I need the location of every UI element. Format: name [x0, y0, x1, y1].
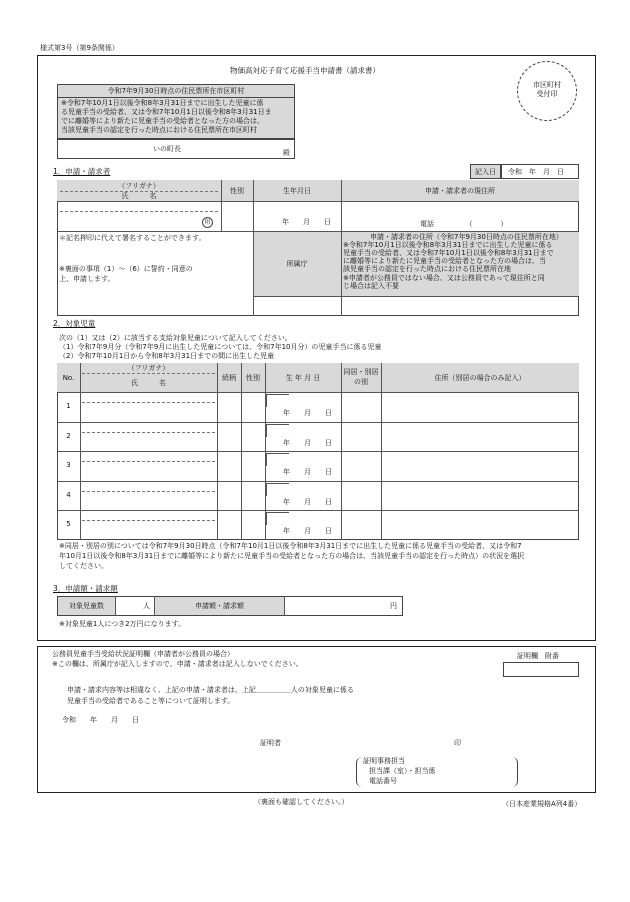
col-address: 住所（別居の場合のみ記入） — [434, 374, 526, 382]
amount-unit: 円 — [390, 602, 397, 610]
era-select-box[interactable] — [266, 394, 289, 407]
form-title: 物価高対応子育て応援手当申請書（請求書） — [230, 66, 380, 75]
residence-body-4: 当該児童手当の認定を行った時点における住民票所在市区町村 — [61, 126, 257, 134]
footer-right: （日本産業規格A列4番） — [502, 800, 582, 808]
contact-bracket — [356, 757, 518, 787]
addressee-box — [57, 139, 295, 159]
contact-line3: 電話番号 — [369, 777, 397, 785]
row-number: 1 — [66, 402, 71, 410]
form-number: 様式第3号（第9条関係） — [40, 44, 119, 52]
era-select-box[interactable] — [266, 424, 289, 437]
affil-note-7: じ場合は記入不要 — [343, 282, 399, 290]
seal-mark: 印 — [202, 217, 213, 228]
affiliation-note-box — [342, 232, 579, 296]
reception-stamp-circle — [517, 61, 577, 121]
honorific: 殿 — [283, 149, 290, 157]
affil-note-5: 該児童手当の認定を行った時点における住民票所在地 — [343, 265, 511, 273]
affil-note-6: ※申請者が公務員ではない場合、又は公務員であって現住所と同 — [343, 274, 545, 282]
section3-heading: 3．申請額・請求額 — [53, 584, 118, 593]
col-relation: 続柄 — [222, 374, 236, 382]
amount-label: 申請額・請求額 — [195, 602, 244, 610]
date-label-cell — [470, 164, 501, 179]
certificate-body-2: 児童手当の受給者であること等について証明します。 — [67, 697, 235, 705]
amount-label-cell — [155, 597, 284, 615]
row-birthdate[interactable]: 年 月 日 — [283, 409, 332, 417]
applicant-address-label: 申請・請求者の現住所 — [425, 187, 495, 195]
certificate-body-1: 申請・請求内容等は相違なく、上記の申請・請求者は、上記＿＿＿＿＿人の対象児童に係る — [67, 686, 354, 694]
stamp-line2: 受付印 — [536, 90, 558, 98]
row-number: 4 — [66, 490, 71, 499]
affiliation-label: 所属庁 — [286, 260, 308, 268]
era-select-box[interactable] — [266, 453, 289, 466]
col-sex: 性別 — [246, 374, 260, 382]
agree-note-1: ※裏面の事項（1）～（6）に誓約・同意の — [59, 265, 193, 273]
section2-footnote-1: ※同居・別居の別については令和7年9月30日時点（令和7年10月1日以後令和8年3月31日までに出生した児童に係る児童手当の受給者、又は令和7 — [59, 542, 522, 550]
applicant-sex-label: 性別 — [230, 187, 244, 195]
contact-line2: 担当課（室）・担当係 — [369, 767, 436, 775]
era-select-box[interactable] — [266, 512, 289, 525]
row-birthdate[interactable]: 年 月 日 — [283, 438, 332, 447]
section2-footnote-2: 年10月1日以後令和8年3月31日までに離婚等により新たに児童手当の受給者となった方の場合は、当該児童手当の認定を行った時点）の状況を選択 — [59, 552, 525, 560]
certificate-date[interactable]: 令和 年 月 日 — [62, 716, 139, 724]
stamp-line1: 市区町村 — [533, 81, 561, 89]
col-name: 氏 名 — [131, 379, 166, 387]
section1-heading: 1．申請・請求者 — [53, 167, 111, 176]
contact-line1: 証明事務担当 — [363, 757, 405, 765]
row-birthdate[interactable]: 年 月 日 — [283, 527, 332, 536]
row-number: 3 — [66, 461, 71, 470]
date-value: 令和 年 月 日 — [508, 168, 564, 176]
residence-body-3: でに離婚等により新たに児童手当の受給者となった方の場合は、 — [61, 117, 264, 125]
residence-body-2: る児童手当の受給者、又は令和7年10月1日以後令和8年3月31日ま — [61, 108, 272, 116]
affiliation-address-field[interactable] — [342, 297, 578, 315]
section3-note: ※対象児童1人につき2万円になります。 — [59, 620, 186, 628]
row-number: 2 — [66, 431, 71, 440]
certifier-seal: 印 — [454, 739, 461, 747]
count-unit: 人 — [143, 602, 150, 610]
addressee: いの町長 — [153, 145, 181, 153]
applicant-name-field[interactable] — [60, 212, 200, 230]
col-furigana: （フリガナ） — [127, 364, 170, 372]
certificate-title: 公務員児童手当受給状況証明欄（申請者が公務員の場合） — [52, 650, 234, 658]
agree-note-2: 上、申請します。 — [59, 275, 115, 283]
certificate-number-field[interactable] — [503, 662, 579, 677]
col-cohabit-2: の別 — [354, 378, 368, 386]
residence-body-1: ※令和7年10月1日以後令和8年3月31日までに出生した児童に係 — [61, 99, 264, 107]
sign-note: ＊記名押印に代えて署名することができます。 — [59, 234, 206, 242]
residence-header: 令和7年9月30日時点の住民票所在市区町村 — [107, 87, 245, 95]
applicant-phone[interactable]: 電話 （ ） — [420, 220, 508, 228]
affil-note-2: ※令和7年10月1日以後令和8年3月31日までに出生した児童に係る — [343, 241, 553, 249]
applicant-birth-label: 生年月日 — [283, 187, 311, 195]
row-number: 5 — [66, 520, 71, 529]
applicant-furigana-label: （フリガナ） — [118, 182, 160, 190]
certificate-number-label: 証明欄 附番 — [517, 652, 559, 660]
applicant-sex-field[interactable] — [222, 202, 252, 230]
certifier-label: 証明者 — [260, 739, 281, 747]
era-select-box[interactable] — [266, 483, 289, 496]
applicant-furigana-field[interactable] — [60, 202, 200, 210]
section2-footnote-3: してください。 — [59, 562, 108, 570]
section2-intro: 次の（1）又は（2）に該当する支給対象児童について記入してください。 — [59, 334, 292, 342]
section2-heading: 2．対象児童 — [53, 319, 96, 328]
affiliation-field[interactable] — [254, 297, 340, 315]
section2-item1: （1）令和7年9月分（令和7年9月に出生した児童については、令和7年10月分）の児童手当に係る児童 — [59, 343, 382, 351]
col-cohabit-1: 同居・別居 — [343, 368, 379, 376]
applicant-birth-field[interactable]: 年 月 日 — [282, 218, 331, 226]
affil-note-3: 児童手当の受給者、又は令和7年10月1日以後令和8年3月31日まで — [343, 249, 554, 257]
residence-info-box — [57, 84, 295, 139]
row-birthdate[interactable]: 年 月 日 — [283, 468, 332, 477]
applicant-name-label: 氏 名 — [121, 192, 157, 200]
count-label: 対象児童数 — [69, 602, 104, 610]
certificate-subtitle: ※この欄は、所属庁が記入しますので、申請・請求者は記入しないでください。 — [52, 660, 303, 668]
row-birthdate[interactable]: 年 月 日 — [283, 497, 332, 506]
affil-note-4: に離婚等により新たに児童手当の受給者となった方の場合は、当 — [343, 257, 546, 265]
count-label-cell — [58, 597, 115, 615]
amount-field[interactable] — [285, 597, 402, 615]
date-field[interactable] — [501, 164, 579, 179]
col-no: No. — [62, 374, 75, 382]
col-birth: 生 年 月 日 — [285, 374, 321, 382]
section2-item2: （2）令和7年10月1日から令和8年3月31日までの間に出生した児童 — [59, 352, 275, 360]
footer-center: （裏面も確認してください。） — [254, 798, 349, 806]
date-label: 記入日 — [475, 168, 496, 176]
affil-note-1: 申請・請求者の住所（令和7年9月30日時点の住民票所在地） — [370, 233, 563, 241]
